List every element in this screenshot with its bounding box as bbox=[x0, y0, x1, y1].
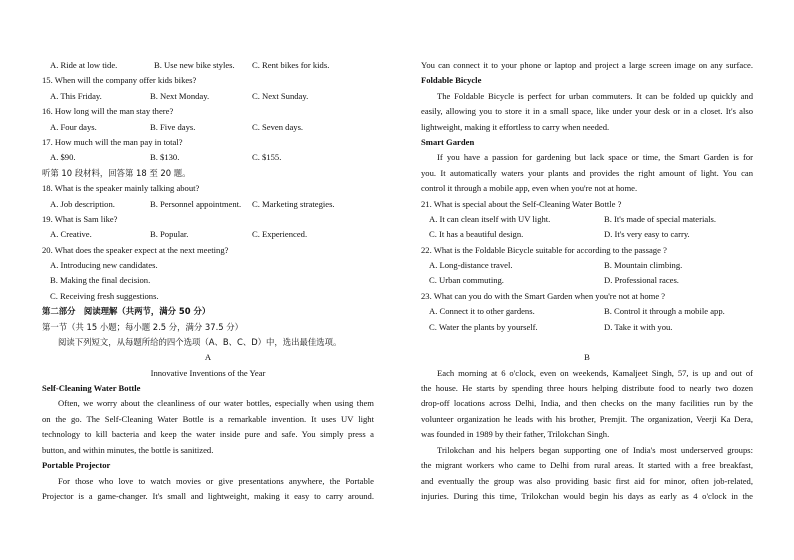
passage-b-line-7: the migrant workers who came to Delhi from rural areas. It started with a free breakfast, bbox=[421, 460, 753, 470]
q14-option-c: C. Rent bikes for kids. bbox=[252, 60, 330, 70]
bottle-heading: Self-Cleaning Water Bottle bbox=[42, 383, 141, 393]
bottle-line-3: technology to kill bacteria and keep the water inside pure and safe. You simply press a bbox=[42, 429, 374, 439]
q23-option-b: B. Control it through a mobile app. bbox=[604, 306, 725, 316]
bottle-line-1: Often, we worry about the cleanliness of our water bottles, especially when using them bbox=[58, 398, 374, 408]
q19-option-a: A. Creative. bbox=[50, 229, 92, 239]
passage-b-line-8: and eventually the group was also providing basic first aid for minor, often job-related, bbox=[421, 476, 753, 486]
q16-stem: 16. How long will the man stay there? bbox=[42, 106, 174, 116]
bicycle-line-2: easily, allowing you to store it in a small space, like under your desk or in a closet. It's also bbox=[421, 106, 753, 116]
garden-line-1: If you have a passion for gardening but lack space or time, the Smart Garden is for bbox=[437, 152, 753, 162]
section1-heading: 第一节（共 15 小题；每小题 2.5 分，满分 37.5 分） bbox=[42, 322, 243, 332]
q20-option-c: C. Receiving fresh suggestions. bbox=[50, 291, 159, 301]
q21-stem: 21. What is special about the Self-Cleaning Water Bottle ? bbox=[421, 199, 622, 209]
q21-option-c: C. It has a beautiful design. bbox=[429, 229, 524, 239]
q23-option-d: D. Take it with you. bbox=[604, 322, 673, 332]
q16-option-c: C. Seven days. bbox=[252, 122, 304, 132]
bicycle-heading: Foldable Bicycle bbox=[421, 75, 482, 85]
projector-line-2: Projector is a game-changer. It's small and lightweight, making it easy to carry around. bbox=[42, 491, 374, 501]
q15-option-a: A. This Friday. bbox=[50, 91, 102, 101]
q21-option-d: D. It's very easy to carry. bbox=[604, 229, 690, 239]
q22-option-c: C. Urban commuting. bbox=[429, 275, 504, 285]
passage-b-line-2: the house. He starts by spending three hours helping distribute food to nearly two dozen bbox=[421, 383, 753, 393]
q18-option-c: C. Marketing strategies. bbox=[252, 199, 335, 209]
bicycle-line-3: lightweight, making it effortless to carry when needed. bbox=[421, 122, 610, 132]
passage-b-line-5: was founded in 1989 by their father, Trilokchan Singh. bbox=[421, 429, 610, 439]
q16-option-b: B. Five days. bbox=[150, 122, 196, 132]
q14-option-a: A. Ride at low tide. bbox=[50, 60, 118, 70]
q21-option-a: A. It can clean itself with UV light. bbox=[429, 214, 551, 224]
bottle-line-4: button, and within minutes, the bottle is sanitized. bbox=[42, 445, 214, 455]
bottle-line-2: on the go. The Self-Cleaning Water Bottle is a remarkable invention. It uses UV light bbox=[42, 414, 374, 424]
q22-option-d: D. Professional races. bbox=[604, 275, 679, 285]
q17-stem: 17. How much will the man pay in total? bbox=[42, 137, 183, 147]
passage-b-line-6: Trilokchan and his helpers began supporting one of India's most underserved groups: bbox=[437, 445, 753, 455]
projector-heading: Portable Projector bbox=[42, 460, 111, 470]
garden-line-2: you. It automatically waters your plants and provides the right amount of light. You can bbox=[421, 168, 753, 178]
q17-option-a: A. $90. bbox=[50, 152, 76, 162]
passage-b-line-1: Each morning at 6 o'clock, even on weekends, Kamaljeet Singh, 57, is up and out of bbox=[437, 368, 753, 378]
passage-b-line-9: injuries. During this time, Trilokchan would begin his days as early as 4 o'clock in the bbox=[421, 491, 753, 501]
q21-option-b: B. It's made of special materials. bbox=[604, 214, 717, 224]
q20-stem: 20. What does the speaker expect at the next meeting? bbox=[42, 245, 229, 255]
q18-option-b: B. Personnel appointment. bbox=[150, 199, 242, 209]
q18-stem: 18. What is the speaker mainly talking about? bbox=[42, 183, 200, 193]
passage-b-line-3: drop-off locations across Delhi, India, and then checks on the many facilities run by the bbox=[421, 398, 753, 408]
q22-option-b: B. Mountain climbing. bbox=[604, 260, 683, 270]
passage-a-title: Innovative Inventions of the Year bbox=[150, 368, 266, 378]
listening-instruction: 听第 10 段材料，回答第 18 至 20 题。 bbox=[42, 168, 191, 178]
q17-option-b: B. $130. bbox=[150, 152, 180, 162]
garden-line-3: control it through a mobile app, even when you're not at home. bbox=[421, 183, 638, 193]
part2-heading: 第二部分 阅读理解（共两节，满分 50 分） bbox=[42, 306, 211, 316]
q19-option-c: C. Experienced. bbox=[252, 229, 308, 239]
passage-a-letter: A bbox=[204, 352, 212, 362]
passage-b-letter: B bbox=[584, 352, 590, 362]
q17-option-c: C. $155. bbox=[252, 152, 282, 162]
q15-option-b: B. Next Monday. bbox=[150, 91, 210, 101]
q19-option-b: B. Popular. bbox=[150, 229, 189, 239]
q19-stem: 19. What is Sam like? bbox=[42, 214, 118, 224]
q23-option-c: C. Water the plants by yourself. bbox=[429, 322, 538, 332]
q16-option-a: A. Four days. bbox=[50, 122, 97, 132]
garden-heading: Smart Garden bbox=[421, 137, 475, 147]
q14-option-b: B. Use new bike styles. bbox=[154, 60, 235, 70]
q18-option-a: A. Job description. bbox=[50, 199, 115, 209]
bicycle-line-1: The Foldable Bicycle is perfect for urban commuters. It can be folded up quickly and bbox=[437, 91, 753, 101]
reading-instruction: 阅读下列短文，从每题所给的四个选项（A、B、C、D）中，选出最佳选项。 bbox=[58, 337, 342, 347]
q22-stem: 22. What is the Foldable Bicycle suitable for according to the passage ? bbox=[421, 245, 667, 255]
q22-option-a: A. Long-distance travel. bbox=[429, 260, 513, 270]
projector-line-1: For those who love to watch movies or give presentations anywhere, the Portable bbox=[58, 476, 374, 486]
q23-option-a: A. Connect it to other gardens. bbox=[429, 306, 535, 316]
projector-continuation: You can connect it to your phone or laptop and project a large screen image on any surface. bbox=[421, 60, 753, 70]
passage-b-line-4: volunteer organization he leads with his brother, Premjit. The organization, Veerji Ka Dera, bbox=[421, 414, 753, 424]
q20-option-b: B. Making the final decision. bbox=[50, 275, 151, 285]
q23-stem: 23. What can you do with the Smart Garden when you're not at home ? bbox=[421, 291, 666, 301]
q15-option-c: C. Next Sunday. bbox=[252, 91, 309, 101]
q20-option-a: A. Introducing new candidates. bbox=[50, 260, 158, 270]
q15-stem: 15. When will the company offer kids bikes? bbox=[42, 75, 197, 85]
